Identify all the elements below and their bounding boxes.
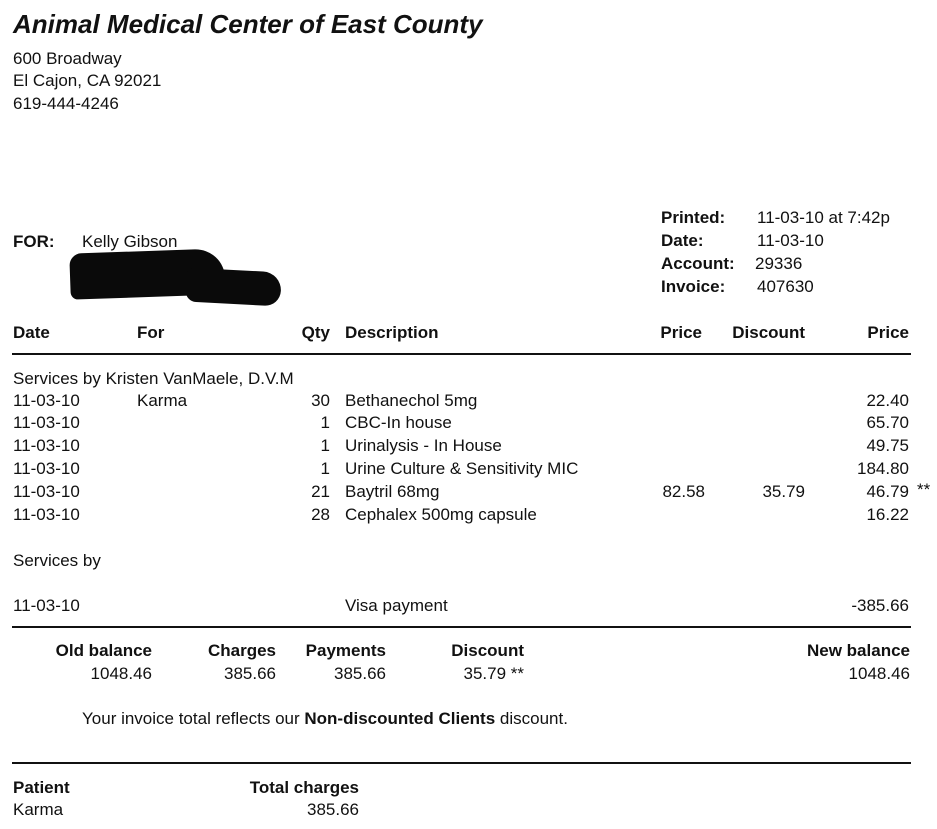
row-date: 11-03-10 (13, 459, 80, 478)
col-header-total: Price (867, 323, 909, 342)
invoice-label: Invoice: (661, 277, 726, 296)
date-value: 11-03-10 (757, 231, 824, 250)
payments-label: Payments (305, 641, 386, 660)
row-description: Bethanechol 5mg (345, 391, 478, 410)
row-date: 11-03-10 (13, 436, 80, 455)
row-qty: 30 (311, 391, 330, 410)
invoice-note (82, 709, 568, 729)
payment-date: 11-03-10 (13, 596, 80, 615)
row-description: Urinalysis - In House (345, 436, 502, 455)
row-price: 82.58 (662, 482, 705, 501)
discount-label: Discount (451, 641, 524, 660)
invoice-value: 407630 (757, 277, 814, 296)
payment-description: Visa payment (345, 596, 448, 615)
redaction-mark (185, 268, 282, 307)
old-balance-value: 1048.46 (90, 664, 152, 683)
row-description: Cephalex 500mg capsule (345, 505, 537, 524)
col-header-discount: Discount (732, 323, 805, 342)
old-balance-label: Old balance (55, 641, 152, 660)
row-total: 65.70 (866, 413, 909, 432)
printed-value: 11-03-10 at 7:42p (757, 208, 890, 227)
patient-label: Patient (13, 778, 70, 797)
row-patient: Karma (137, 391, 188, 410)
col-header-for: For (137, 323, 165, 342)
date-label: Date: (661, 231, 704, 250)
row-total: 46.79 (866, 482, 909, 501)
new-balance-label: New balance (807, 641, 910, 660)
payment-amount: -385.66 (851, 596, 909, 615)
row-description: CBC-In house (345, 413, 452, 432)
charges-value: 385.66 (224, 664, 276, 683)
payments-value: 385.66 (334, 664, 386, 683)
clinic-address-line1: 600 Broadway (13, 49, 122, 68)
discount-value: 35.79 ** (463, 664, 524, 683)
total-charges-label: Total charges (249, 778, 359, 797)
col-header-description: Description (345, 323, 439, 342)
row-date: 11-03-10 (13, 413, 80, 432)
col-header-date: Date (13, 323, 50, 342)
patient-total-charges: 385.66 (307, 800, 359, 819)
row-qty: 1 (320, 459, 330, 478)
patient-divider (12, 762, 911, 764)
account-value: 29336 (755, 254, 803, 273)
clinic-address-line2: El Cajon, CA 92021 (13, 71, 162, 90)
row-date: 11-03-10 (13, 505, 80, 524)
row-total: 184.80 (857, 459, 909, 478)
row-date: 11-03-10 (13, 482, 80, 501)
header-divider (12, 353, 911, 355)
col-header-price: Price (660, 323, 702, 342)
client-name: Kelly Gibson (82, 232, 178, 251)
row-description: Urine Culture & Sensitivity MIC (345, 459, 579, 478)
for-label: FOR: (13, 232, 55, 251)
patient-name: Karma (13, 800, 64, 819)
row-total: 22.40 (866, 391, 909, 410)
discount-asterisk-mark: ** (917, 480, 931, 499)
col-header-qty: Qty (301, 323, 330, 342)
clinic-name: Animal Medical Center of East County (13, 9, 483, 39)
row-discount: 35.79 (762, 482, 805, 501)
note-client-type: Non-discounted Clients (304, 709, 496, 728)
note-text-end: discount. (495, 709, 568, 728)
charges-label: Charges (207, 641, 276, 660)
clinic-phone: 619-444-4246 (13, 94, 119, 113)
summary-divider (12, 626, 911, 628)
row-qty: 28 (311, 505, 330, 524)
section-services: Services by (13, 551, 101, 570)
row-qty: 1 (320, 436, 330, 455)
printed-label: Printed: (661, 208, 726, 227)
row-total: 16.22 (866, 505, 909, 524)
row-qty: 21 (311, 482, 330, 501)
section-services-doctor: Services by Kristen VanMaele, D.V.M (13, 369, 294, 388)
account-label: Account: (661, 254, 735, 273)
row-qty: 1 (320, 413, 330, 432)
new-balance-value: 1048.46 (848, 664, 910, 683)
row-description: Baytril 68mg (345, 482, 440, 501)
row-total: 49.75 (866, 436, 909, 455)
row-date: 11-03-10 (13, 391, 80, 410)
note-text: Your invoice total reflects our (82, 709, 305, 728)
